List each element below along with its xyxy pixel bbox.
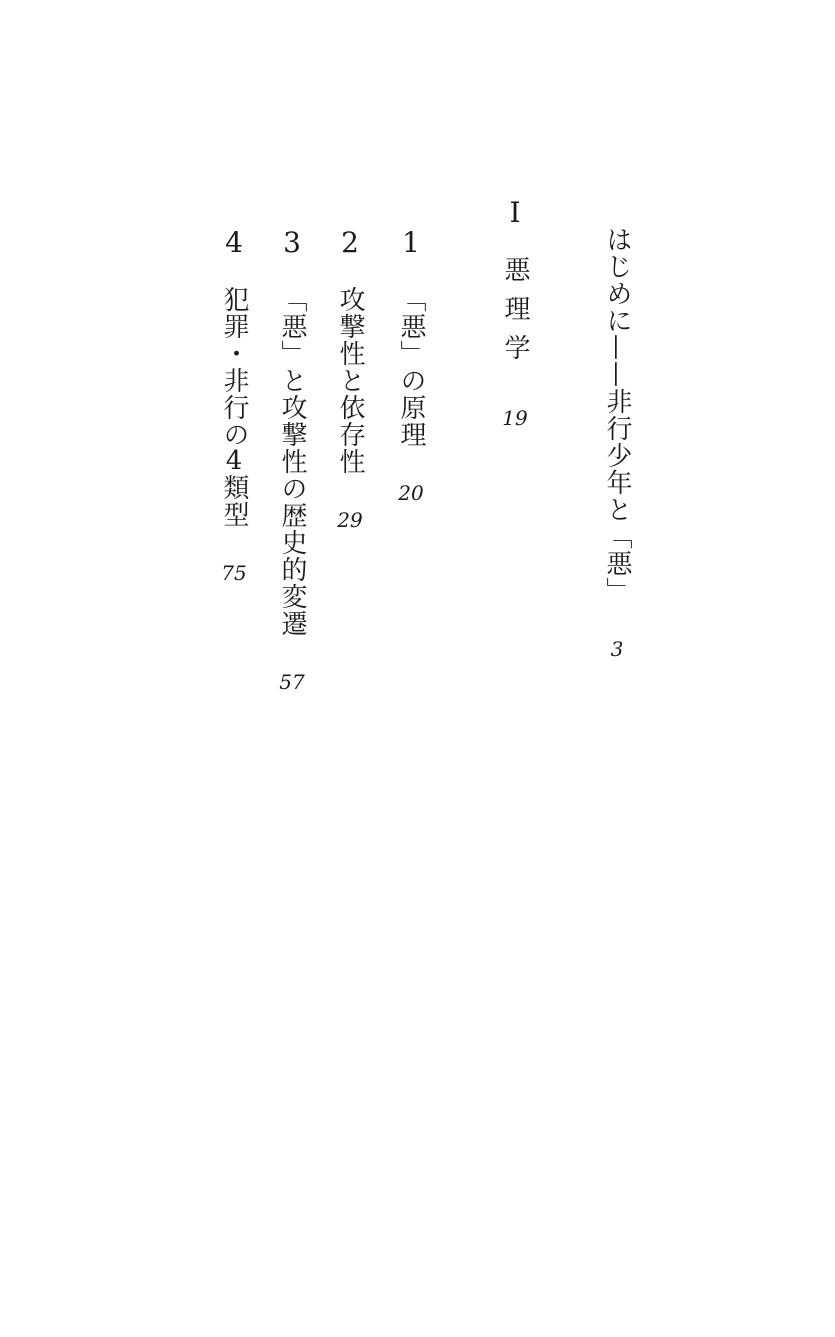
entry-title: 犯罪・非行の4類型 (219, 286, 249, 528)
part-title: 悪理学 (500, 256, 530, 373)
toc-entry (219, 226, 249, 585)
entry-page-number: 20 (398, 481, 424, 505)
toc-entry-preface (604, 226, 630, 659)
preface-page-number: 3 (610, 637, 624, 661)
toc-entry (277, 226, 307, 694)
entry-page-number: 29 (337, 508, 363, 532)
entry-title: 攻撃性と依存性 (335, 286, 365, 475)
part-page-number: 19 (502, 406, 528, 430)
entry-title: 「悪」と攻撃性の歴史的変遷 (277, 286, 307, 637)
toc-entry (335, 226, 365, 532)
entry-number: 2 (341, 226, 359, 259)
part-number: I (509, 196, 521, 229)
entry-page-number: 75 (221, 561, 247, 585)
entry-number: 3 (283, 226, 301, 259)
entry-page-number: 57 (279, 670, 305, 694)
entry-title: 「悪」の原理 (396, 286, 426, 448)
entry-number: 1 (402, 226, 420, 259)
toc-part-heading (500, 196, 530, 430)
toc-entry (396, 226, 426, 505)
preface-title: はじめに——非行少年と「悪」 (602, 226, 632, 604)
entry-number: 4 (225, 226, 243, 259)
